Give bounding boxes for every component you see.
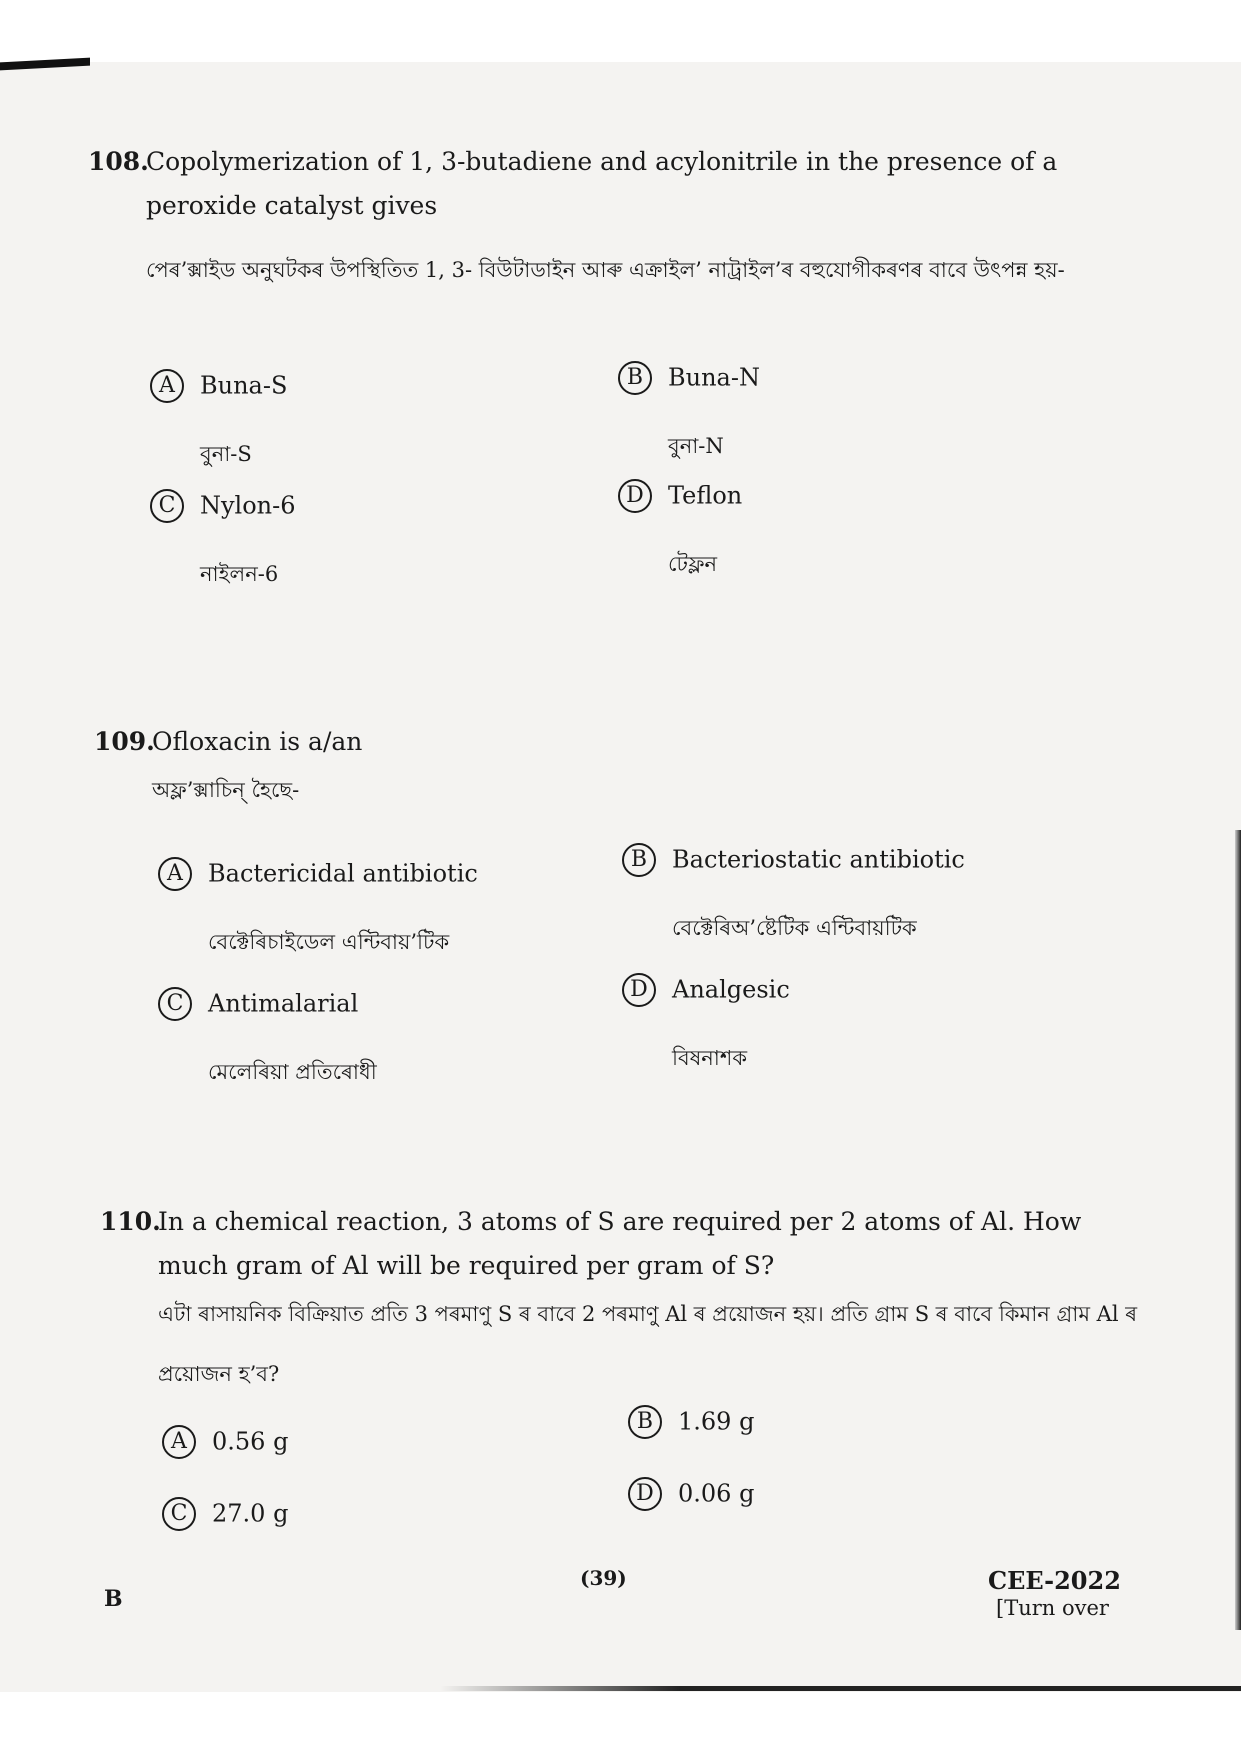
option-text-assamese: টেফ্লন xyxy=(668,551,718,576)
option-text: Teflon xyxy=(668,481,743,510)
option-text-assamese: বুনা-S xyxy=(200,441,252,466)
option-a[interactable] xyxy=(150,362,287,476)
option-text: Bacteriostatic antibiotic xyxy=(672,845,965,874)
option-b[interactable] xyxy=(622,836,965,950)
option-text-assamese: মেলেৰিয়া প্ৰতিৰোধী xyxy=(208,1059,377,1084)
option-d[interactable] xyxy=(618,472,742,586)
question-number: 110. xyxy=(100,1207,161,1236)
option-text: Buna-N xyxy=(668,363,760,392)
option-d[interactable] xyxy=(628,1470,754,1516)
option-text: Buna-S xyxy=(200,371,288,400)
option-text-assamese: বিষনাশক xyxy=(672,1045,748,1070)
option-text: 27.0 g xyxy=(212,1499,289,1528)
option-c[interactable] xyxy=(150,482,296,596)
question-text-assamese: অফ্ল’ক্সাচিন্ হৈছে- xyxy=(152,778,300,802)
question-text: In a chemical reaction, 3 atoms of S are required per 2 atoms of Al. How much gram of Al will be required per gram of S? xyxy=(158,1207,1082,1280)
option-text: 0.06 g xyxy=(678,1479,755,1508)
option-d[interactable] xyxy=(622,966,790,1080)
option-letter: B xyxy=(628,1405,662,1439)
question-109 xyxy=(94,720,1144,1084)
question-text-assamese: পেৰ’ক্সাইড অনুঘটকৰ উপস্থিতিত 1, 3- বিউটাডাইন আৰু এক্ৰাইল’ নাট্ৰাইল’ৰ বহুযোগীকৰণৰ বাবে উৎপন্ন হয়- xyxy=(146,258,1065,282)
option-letter: C xyxy=(162,1497,196,1531)
option-text-assamese: নাইলন-6 xyxy=(200,561,279,586)
option-letter: A xyxy=(158,857,192,891)
booklet-code: B xyxy=(104,1586,123,1612)
option-letter: D xyxy=(622,973,656,1007)
question-number: 109. xyxy=(94,727,155,756)
turn-over-note: [Turn over xyxy=(996,1596,1109,1620)
page-number: (39) xyxy=(580,1566,627,1590)
question-text: Copolymerization of 1, 3-butadiene and acylonitrile in the presence of a peroxide catalyst gives xyxy=(146,147,1058,220)
option-text-assamese: বুনা-N xyxy=(668,433,724,458)
option-letter: B xyxy=(622,843,656,877)
option-letter: D xyxy=(628,1477,662,1511)
question-108 xyxy=(88,140,1138,586)
option-letter: C xyxy=(150,489,184,523)
option-a[interactable] xyxy=(162,1418,288,1464)
option-letter: A xyxy=(162,1425,196,1459)
question-110 xyxy=(100,1200,1150,1540)
option-text: 1.69 g xyxy=(678,1407,755,1436)
option-c[interactable] xyxy=(158,980,377,1094)
option-text: Bactericidal antibiotic xyxy=(208,859,478,888)
scan-edge-bottom xyxy=(440,1686,1241,1691)
option-letter: D xyxy=(618,479,652,513)
question-text: Ofloxacin is a/an xyxy=(152,727,363,756)
option-text: Nylon-6 xyxy=(200,491,296,520)
option-b[interactable] xyxy=(628,1398,754,1444)
option-text: 0.56 g xyxy=(212,1427,289,1456)
option-text: Antimalarial xyxy=(208,989,359,1018)
option-text-assamese: বেক্টেৰিচাইডেল এন্টিবায়’টিক xyxy=(208,929,450,954)
scan-edge-right xyxy=(1235,830,1241,1630)
exam-title: CEE-2022 xyxy=(988,1566,1121,1595)
option-letter: B xyxy=(618,361,652,395)
option-b[interactable] xyxy=(618,354,760,468)
option-letter: A xyxy=(150,369,184,403)
option-letter: C xyxy=(158,987,192,1021)
question-number: 108. xyxy=(88,147,149,176)
option-text-assamese: বেক্টেৰিঅ’ষ্টেটিক এন্টিবায়টিক xyxy=(672,915,917,940)
option-c[interactable] xyxy=(162,1490,288,1536)
option-a[interactable] xyxy=(158,850,478,964)
option-text: Analgesic xyxy=(672,975,790,1004)
question-text-assamese: এটা ৰাসায়নিক বিক্ৰিয়াত প্ৰতি 3 পৰমাণু S ৰ বাবে 2 পৰমাণু Al ৰ প্ৰয়োজন হয়। প্ৰতি গ্ৰাম S ৰ বাবে কিমান গ্ৰাম Al ৰ প্ৰয়োজন হ’ব? xyxy=(158,1302,1138,1386)
